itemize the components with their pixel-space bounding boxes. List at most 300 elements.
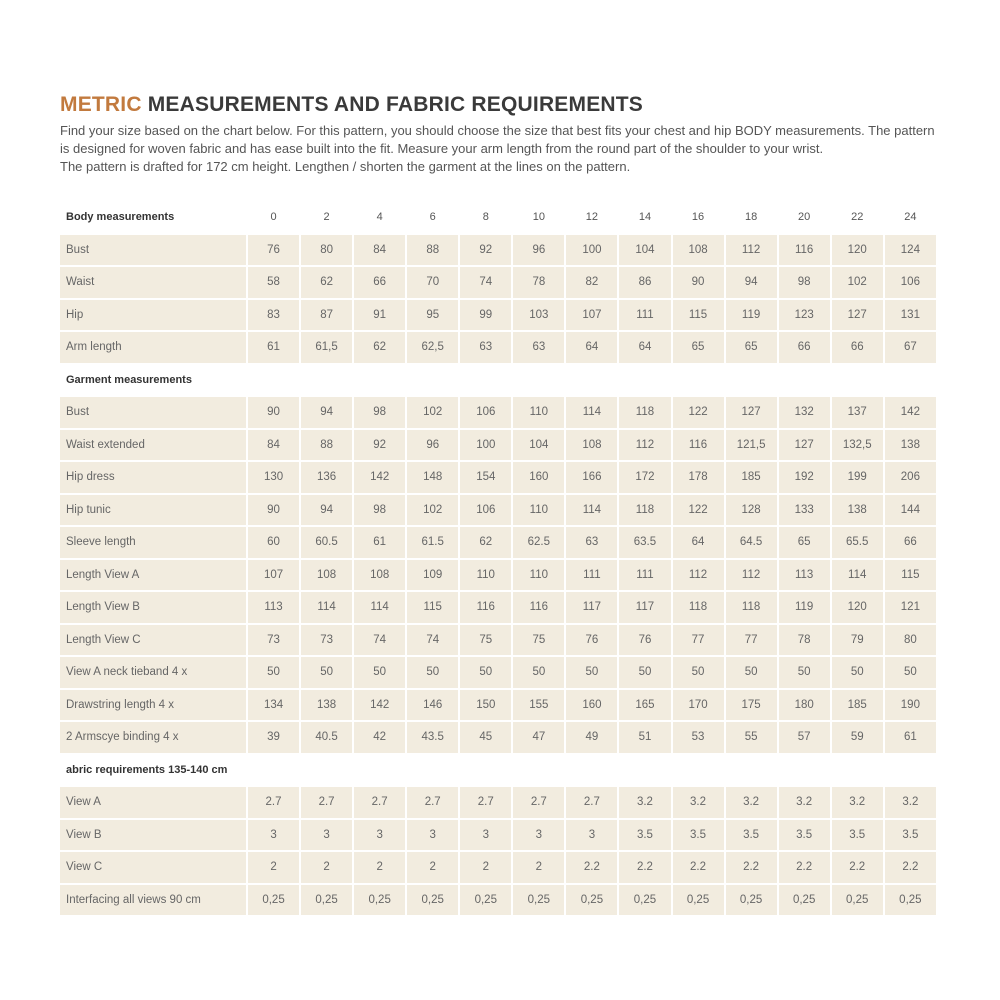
value-cell: 132,5 [832, 430, 883, 461]
value-cell: 117 [566, 592, 617, 623]
row-label: 2 Armscye binding 4 x [60, 722, 246, 753]
value-cell: 88 [301, 430, 352, 461]
table-row [60, 267, 936, 298]
value-cell: 76 [566, 625, 617, 656]
table-row [60, 852, 936, 883]
value-cell: 110 [513, 560, 564, 591]
value-cell: 98 [354, 495, 405, 526]
size-header-cell [566, 365, 617, 396]
value-cell: 199 [832, 462, 883, 493]
value-cell: 2.7 [566, 787, 617, 818]
value-cell: 119 [726, 300, 777, 331]
value-cell: 78 [779, 625, 830, 656]
size-header-cell [354, 755, 405, 786]
value-cell: 64.5 [726, 527, 777, 558]
size-header-cell [566, 755, 617, 786]
table-row [60, 397, 936, 428]
value-cell: 142 [354, 690, 405, 721]
value-cell: 150 [460, 690, 511, 721]
value-cell: 2.2 [726, 852, 777, 883]
value-cell: 112 [619, 430, 670, 461]
size-header-cell: 22 [851, 211, 864, 224]
value-cell: 80 [885, 625, 936, 656]
value-cell: 107 [248, 560, 299, 591]
value-cell: 61 [354, 527, 405, 558]
value-cell: 3 [460, 820, 511, 851]
value-cell: 62.5 [513, 527, 564, 558]
value-cell: 102 [832, 267, 883, 298]
value-cell: 3.2 [885, 787, 936, 818]
value-cell: 2 [460, 852, 511, 883]
value-cell: 2 [513, 852, 564, 883]
table-row [60, 820, 936, 851]
size-header-cell: 16 [691, 211, 705, 224]
value-cell: 3.5 [726, 820, 777, 851]
page-title [60, 92, 940, 118]
section-header-row [60, 365, 936, 396]
value-cell: 115 [407, 592, 458, 623]
row-label: Hip dress [60, 462, 246, 493]
value-cell: 106 [460, 495, 511, 526]
row-label: Sleeve length [60, 527, 246, 558]
value-cell: 65.5 [832, 527, 883, 558]
value-cell: 112 [726, 560, 777, 591]
value-cell: 50 [301, 657, 352, 688]
size-header-cell [832, 755, 883, 786]
value-cell: 116 [779, 235, 830, 266]
value-cell: 110 [460, 560, 511, 591]
table-row [60, 885, 936, 916]
value-cell: 49 [566, 722, 617, 753]
value-cell: 57 [779, 722, 830, 753]
size-header-cell [673, 755, 724, 786]
size-header-cell [832, 365, 883, 396]
row-label: View C [60, 852, 246, 883]
value-cell: 114 [566, 495, 617, 526]
value-cell: 60 [248, 527, 299, 558]
size-header-cell [460, 365, 511, 396]
value-cell: 75 [460, 625, 511, 656]
value-cell: 64 [566, 332, 617, 363]
size-header-cell: 14 [638, 211, 652, 224]
value-cell: 0,25 [301, 885, 352, 916]
value-cell: 120 [832, 592, 883, 623]
value-cell: 165 [619, 690, 670, 721]
value-cell: 2.7 [354, 787, 405, 818]
value-cell: 75 [513, 625, 564, 656]
intro-line-1: Find your size based on the chart below. For this pattern, you should choose the size that best fits your chest and hip BODY measurements. The pattern [60, 123, 935, 138]
value-cell: 114 [566, 397, 617, 428]
size-header-cell: 8 [482, 211, 489, 224]
value-cell: 122 [673, 397, 724, 428]
title-rest: MEASUREMENTS AND FABRIC REQUIREMENTS [141, 93, 644, 116]
table-row [60, 690, 936, 721]
value-cell: 66 [885, 527, 936, 558]
size-header-cell: 4 [376, 211, 383, 224]
table-row [60, 722, 936, 753]
size-header-cell [460, 755, 511, 786]
value-cell: 133 [779, 495, 830, 526]
row-label: View B [60, 820, 246, 851]
value-cell: 118 [619, 397, 670, 428]
value-cell: 108 [566, 430, 617, 461]
value-cell: 3 [566, 820, 617, 851]
value-cell: 40.5 [301, 722, 352, 753]
value-cell: 50 [354, 657, 405, 688]
value-cell: 74 [354, 625, 405, 656]
value-cell: 3.5 [832, 820, 883, 851]
value-cell: 76 [619, 625, 670, 656]
value-cell: 61 [248, 332, 299, 363]
value-cell: 53 [673, 722, 724, 753]
table-row [60, 592, 936, 623]
value-cell: 90 [248, 397, 299, 428]
value-cell: 0,25 [354, 885, 405, 916]
value-cell: 108 [301, 560, 352, 591]
row-label: Length View B [60, 592, 246, 623]
value-cell: 116 [673, 430, 724, 461]
value-cell: 155 [513, 690, 564, 721]
value-cell: 61 [885, 722, 936, 753]
value-cell: 63.5 [619, 527, 670, 558]
size-header-cell [619, 365, 670, 396]
row-label: Hip [60, 300, 246, 331]
value-cell: 63 [460, 332, 511, 363]
intro-line-2: is designed for woven fabric and has ease built into the fit. Measure your arm length from the round part of the shoulder to your wrist. [60, 141, 824, 156]
value-cell: 62 [460, 527, 511, 558]
value-cell: 94 [301, 397, 352, 428]
value-cell: 128 [726, 495, 777, 526]
table-row [60, 495, 936, 526]
value-cell: 142 [885, 397, 936, 428]
value-cell: 131 [885, 300, 936, 331]
size-header-cell [354, 365, 405, 396]
value-cell: 79 [832, 625, 883, 656]
size-header-cell: 10 [532, 211, 545, 224]
value-cell: 104 [619, 235, 670, 266]
section-title: Body measurements [66, 211, 175, 224]
size-header-cell: 24 [904, 211, 917, 224]
value-cell: 0,25 [407, 885, 458, 916]
value-cell: 175 [726, 690, 777, 721]
value-cell: 120 [832, 235, 883, 266]
value-cell: 106 [460, 397, 511, 428]
value-cell: 114 [301, 592, 352, 623]
section-title: abric requirements 135-140 cm [66, 763, 228, 776]
value-cell: 50 [460, 657, 511, 688]
value-cell: 94 [726, 267, 777, 298]
value-cell: 121,5 [726, 430, 777, 461]
value-cell: 61,5 [301, 332, 352, 363]
value-cell: 3 [354, 820, 405, 851]
value-cell: 127 [832, 300, 883, 331]
value-cell: 110 [513, 495, 564, 526]
value-cell: 82 [566, 267, 617, 298]
value-cell: 144 [885, 495, 936, 526]
table-row [60, 235, 936, 266]
value-cell: 109 [407, 560, 458, 591]
value-cell: 84 [248, 430, 299, 461]
value-cell: 2.2 [566, 852, 617, 883]
value-cell: 66 [354, 267, 405, 298]
value-cell: 47 [513, 722, 564, 753]
value-cell: 0,25 [885, 885, 936, 916]
size-header-cell [726, 755, 777, 786]
value-cell: 2.7 [248, 787, 299, 818]
value-cell: 2.2 [673, 852, 724, 883]
value-cell: 107 [566, 300, 617, 331]
value-cell: 2.2 [832, 852, 883, 883]
title-accent: METRIC [60, 93, 142, 116]
value-cell: 134 [248, 690, 299, 721]
size-header-cell [726, 365, 777, 396]
value-cell: 91 [354, 300, 405, 331]
value-cell: 123 [779, 300, 830, 331]
value-cell: 86 [619, 267, 670, 298]
value-cell: 0,25 [460, 885, 511, 916]
value-cell: 122 [673, 495, 724, 526]
size-header-cell: 6 [429, 211, 436, 224]
table-row [60, 527, 936, 558]
value-cell: 110 [513, 397, 564, 428]
value-cell: 116 [513, 592, 564, 623]
value-cell: 3 [407, 820, 458, 851]
value-cell: 3.2 [726, 787, 777, 818]
row-label: View A neck tieband 4 x [60, 657, 246, 688]
value-cell: 66 [779, 332, 830, 363]
size-chart-table [58, 200, 938, 917]
value-cell: 2.7 [460, 787, 511, 818]
value-cell: 60.5 [301, 527, 352, 558]
size-header-cell: 20 [798, 211, 811, 224]
value-cell: 0,25 [673, 885, 724, 916]
value-cell: 172 [619, 462, 670, 493]
row-label: Waist [60, 267, 246, 298]
value-cell: 2 [407, 852, 458, 883]
value-cell: 106 [885, 267, 936, 298]
value-cell: 50 [566, 657, 617, 688]
value-cell: 132 [779, 397, 830, 428]
value-cell: 192 [779, 462, 830, 493]
value-cell: 3.2 [673, 787, 724, 818]
value-cell: 3 [513, 820, 564, 851]
value-cell: 112 [673, 560, 724, 591]
value-cell: 43.5 [407, 722, 458, 753]
value-cell: 113 [248, 592, 299, 623]
row-label: Hip tunic [60, 495, 246, 526]
value-cell: 96 [513, 235, 564, 266]
size-header-cell [301, 755, 352, 786]
value-cell: 116 [460, 592, 511, 623]
value-cell: 185 [832, 690, 883, 721]
value-cell: 117 [619, 592, 670, 623]
value-cell: 65 [673, 332, 724, 363]
value-cell: 108 [354, 560, 405, 591]
value-cell: 76 [248, 235, 299, 266]
value-cell: 2 [354, 852, 405, 883]
size-header-cell [301, 365, 352, 396]
value-cell: 50 [726, 657, 777, 688]
value-cell: 166 [566, 462, 617, 493]
value-cell: 77 [726, 625, 777, 656]
value-cell: 102 [407, 397, 458, 428]
value-cell: 65 [726, 332, 777, 363]
size-header-cell [407, 365, 458, 396]
value-cell: 0,25 [248, 885, 299, 916]
size-header-cell [673, 365, 724, 396]
value-cell: 127 [779, 430, 830, 461]
value-cell: 115 [673, 300, 724, 331]
size-header-cell [779, 755, 830, 786]
value-cell: 0,25 [779, 885, 830, 916]
value-cell: 50 [619, 657, 670, 688]
row-label: Bust [60, 397, 246, 428]
value-cell: 74 [407, 625, 458, 656]
value-cell: 118 [619, 495, 670, 526]
value-cell: 90 [673, 267, 724, 298]
section-header-row [60, 755, 936, 786]
value-cell: 70 [407, 267, 458, 298]
table-row [60, 462, 936, 493]
value-cell: 2.7 [301, 787, 352, 818]
value-cell: 50 [779, 657, 830, 688]
size-header-cell [619, 755, 670, 786]
value-cell: 111 [619, 560, 670, 591]
value-cell: 64 [673, 527, 724, 558]
value-cell: 114 [354, 592, 405, 623]
value-cell: 83 [248, 300, 299, 331]
value-cell: 94 [301, 495, 352, 526]
value-cell: 3.2 [619, 787, 670, 818]
value-cell: 138 [832, 495, 883, 526]
size-header-cell [407, 755, 458, 786]
value-cell: 66 [832, 332, 883, 363]
value-cell: 108 [673, 235, 724, 266]
value-cell: 63 [513, 332, 564, 363]
value-cell: 3.2 [832, 787, 883, 818]
value-cell: 3.5 [885, 820, 936, 851]
value-cell: 113 [779, 560, 830, 591]
value-cell: 119 [779, 592, 830, 623]
value-cell: 73 [301, 625, 352, 656]
value-cell: 111 [566, 560, 617, 591]
row-label: Waist extended [60, 430, 246, 461]
size-header-cell: 2 [323, 211, 330, 224]
value-cell: 64 [619, 332, 670, 363]
value-cell: 103 [513, 300, 564, 331]
value-cell: 88 [407, 235, 458, 266]
value-cell: 3 [301, 820, 352, 851]
value-cell: 2 [301, 852, 352, 883]
table-row [60, 625, 936, 656]
value-cell: 77 [673, 625, 724, 656]
value-cell: 2.2 [779, 852, 830, 883]
size-header-cell [885, 365, 936, 396]
size-header-cell: 0 [270, 211, 277, 224]
value-cell: 118 [673, 592, 724, 623]
value-cell: 3.5 [779, 820, 830, 851]
value-cell: 114 [832, 560, 883, 591]
value-cell: 102 [407, 495, 458, 526]
row-label: Bust [60, 235, 246, 266]
size-header-cell: 18 [744, 211, 758, 224]
value-cell: 206 [885, 462, 936, 493]
value-cell: 65 [779, 527, 830, 558]
value-cell: 160 [513, 462, 564, 493]
value-cell: 3 [248, 820, 299, 851]
value-cell: 2.2 [885, 852, 936, 883]
row-label: Length View A [60, 560, 246, 591]
value-cell: 62 [301, 267, 352, 298]
row-label: Arm length [60, 332, 246, 363]
value-cell: 87 [301, 300, 352, 331]
value-cell: 61.5 [407, 527, 458, 558]
value-cell: 50 [407, 657, 458, 688]
value-cell: 138 [301, 690, 352, 721]
value-cell: 100 [566, 235, 617, 266]
value-cell: 78 [513, 267, 564, 298]
value-cell: 45 [460, 722, 511, 753]
value-cell: 2.7 [407, 787, 458, 818]
value-cell: 42 [354, 722, 405, 753]
value-cell: 2.7 [513, 787, 564, 818]
size-header-cell [248, 755, 299, 786]
value-cell: 50 [885, 657, 936, 688]
value-cell: 138 [885, 430, 936, 461]
value-cell: 136 [301, 462, 352, 493]
table-row [60, 332, 936, 363]
value-cell: 3.5 [619, 820, 670, 851]
value-cell: 124 [885, 235, 936, 266]
size-header-cell [513, 365, 564, 396]
value-cell: 51 [619, 722, 670, 753]
value-cell: 3.5 [673, 820, 724, 851]
value-cell: 185 [726, 462, 777, 493]
value-cell: 111 [619, 300, 670, 331]
size-header-cell [885, 755, 936, 786]
value-cell: 74 [460, 267, 511, 298]
value-cell: 178 [673, 462, 724, 493]
section-title: Garment measurements [66, 373, 192, 386]
size-header-cell [513, 755, 564, 786]
table-row [60, 300, 936, 331]
value-cell: 63 [566, 527, 617, 558]
table-row [60, 430, 936, 461]
value-cell: 90 [248, 495, 299, 526]
table-row [60, 657, 936, 688]
value-cell: 95 [407, 300, 458, 331]
value-cell: 67 [885, 332, 936, 363]
value-cell: 190 [885, 690, 936, 721]
value-cell: 73 [248, 625, 299, 656]
value-cell: 142 [354, 462, 405, 493]
value-cell: 50 [513, 657, 564, 688]
value-cell: 55 [726, 722, 777, 753]
value-cell: 121 [885, 592, 936, 623]
value-cell: 96 [407, 430, 458, 461]
value-cell: 148 [407, 462, 458, 493]
value-cell: 112 [726, 235, 777, 266]
value-cell: 0,25 [832, 885, 883, 916]
value-cell: 118 [726, 592, 777, 623]
intro-line-3: The pattern is drafted for 172 cm height. Lengthen / shorten the garment at the lines on the pattern. [60, 159, 631, 174]
value-cell: 84 [354, 235, 405, 266]
value-cell: 100 [460, 430, 511, 461]
value-cell: 58 [248, 267, 299, 298]
size-header-cell [248, 365, 299, 396]
size-header-cell [779, 365, 830, 396]
table-row [60, 787, 936, 818]
